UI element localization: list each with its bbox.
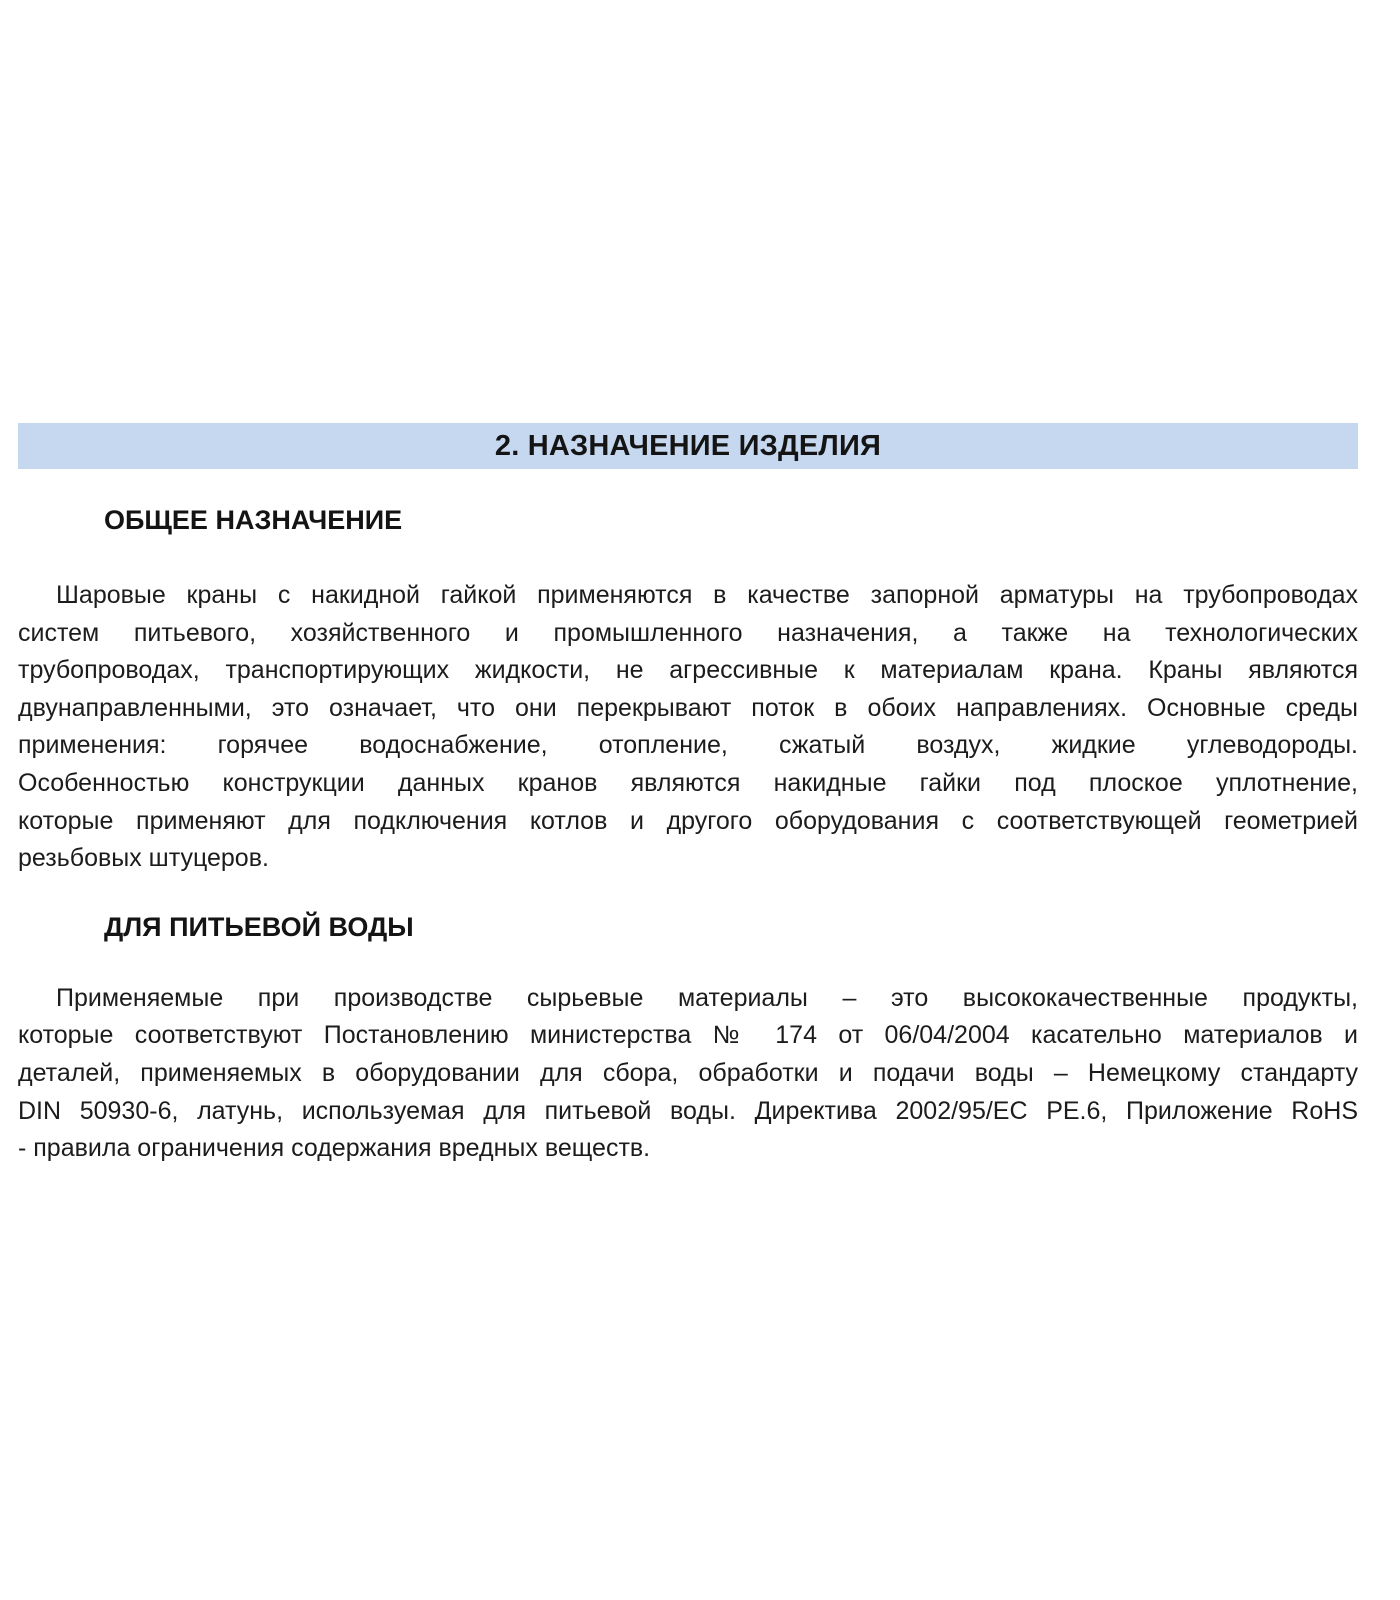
text-line: которые применяют для подключения котлов и другого оборудования с соответствующей геометрией — [18, 806, 1358, 835]
text-line: - правила ограничения содержания вредных веществ. — [18, 1134, 651, 1163]
document-page — [18, 423, 1358, 1168]
heading-drinking-water: ДЛЯ ПИТЬЕВОЙ ВОДЫ — [104, 911, 414, 942]
section-title-bar — [18, 423, 1358, 469]
heading-general-purpose: ОБЩЕЕ НАЗНАЧЕНИЕ — [104, 505, 403, 535]
text-line: трубопроводах, транспортирующих жидкости, не агрессивные к материалам крана. Краны являются — [18, 656, 1358, 685]
section-general-purpose — [18, 505, 1358, 878]
text-line: двунаправленными, это означает, что они перекрывают поток в обоих направлениях. Основные среды — [18, 693, 1358, 722]
section-title: 2. НАЗНАЧЕНИЕ ИЗДЕЛИЯ — [494, 429, 882, 462]
section-drinking-water — [18, 912, 1358, 1168]
text-line: DIN 50930-6, латунь, используемая для питьевой воды. Директива 2002/95/EC PE.6, Приложение RoHS — [18, 1096, 1358, 1125]
text-line: которые соответствуют Постановлению министерства № 174 от 06/04/2004 касательно материалов и — [18, 1021, 1358, 1050]
text-line: применения: горячее водоснабжение, отопление, сжатый воздух, жидкие углеводороды. — [18, 731, 1358, 760]
text-line: резьбовых штуцеров. — [18, 844, 269, 873]
text-line: Особенностью конструкции данных кранов являются накидные гайки под плоское уплотнение, — [18, 768, 1358, 797]
text-line: систем питьевого, хозяйственного и промышленного назначения, а также на технологических — [18, 618, 1358, 647]
paragraph-drinking-water — [18, 980, 1358, 1168]
text-line: Шаровые краны с накидной гайкой применяются в качестве запорной арматуры на трубопроводах — [56, 581, 1358, 609]
paragraph-general-purpose — [18, 577, 1358, 878]
text-line: Применяемые при производстве сырьевые материалы – это высококачественные продукты, — [56, 983, 1358, 1012]
text-line: деталей, применяемых в оборудовании для сбора, обработки и подачи воды – Немецкому стандарту — [18, 1058, 1358, 1087]
